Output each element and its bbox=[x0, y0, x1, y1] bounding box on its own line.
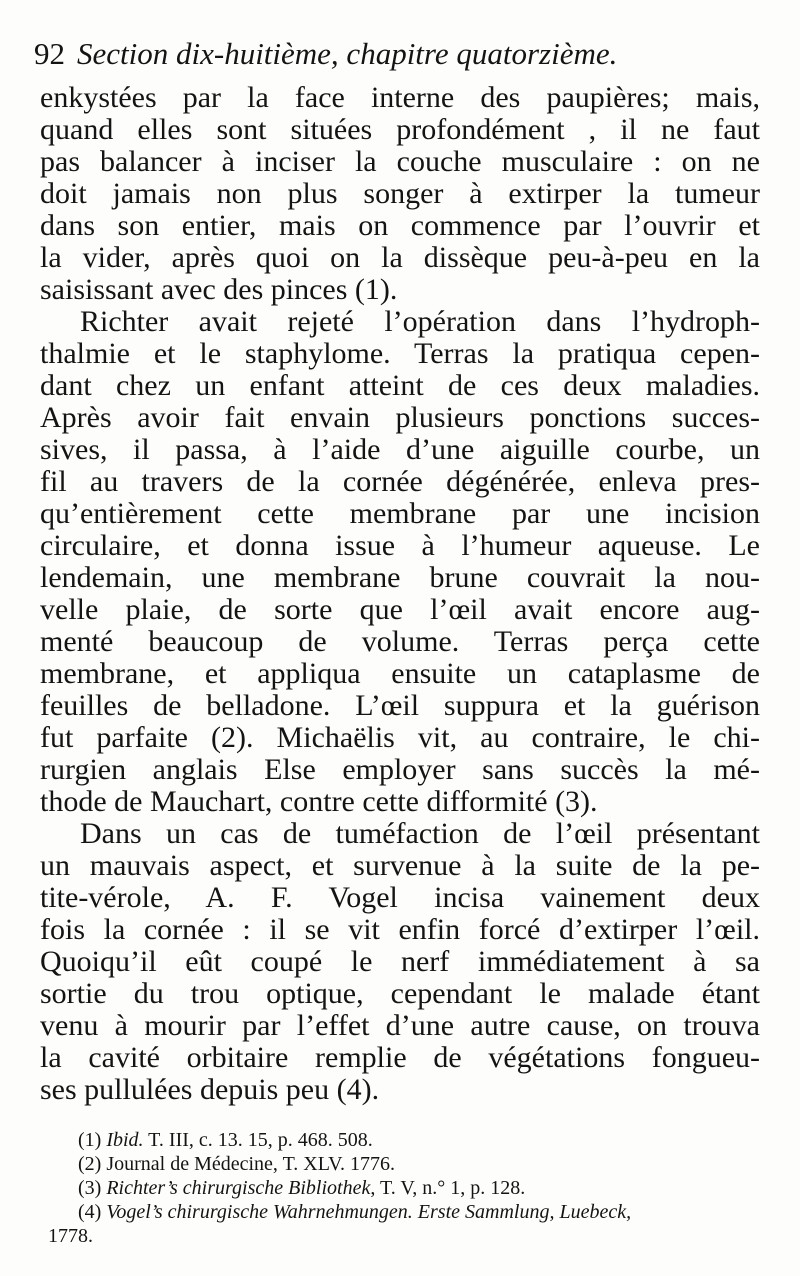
text-line: saisissant avec des pinces (1). bbox=[40, 273, 398, 306]
footnote-source-title: Ibid. bbox=[106, 1129, 144, 1151]
text-line: fois la cornée : il se vit enfin forcé d’extirper l’œil. bbox=[40, 913, 760, 946]
text-line: Richter avait rejeté l’opération dans l’hydroph- bbox=[80, 305, 760, 338]
text-line: la cavité orbitaire remplie de végétations fongueu- bbox=[40, 1041, 760, 1074]
text-line: feuilles de belladone. L’œil suppura et la guérison bbox=[40, 689, 760, 722]
text-line: membrane, et appliqua ensuite un cataplasme de bbox=[40, 657, 760, 690]
text-line: dans son entier, mais on commence par l’ouvrir et bbox=[40, 209, 760, 242]
text-line: thalmie et le staphylome. Terras la pratiqua cepen- bbox=[40, 337, 760, 370]
footnote-source-title: Richter’s chirurgische Bibliothek bbox=[106, 1177, 371, 1199]
footnote bbox=[78, 1176, 768, 1200]
text-line: velle plaie, de sorte que l’œil avait encore aug- bbox=[40, 593, 760, 626]
text-line: la vider, après quoi on la dissèque peu-à-peu en la bbox=[40, 241, 760, 274]
footnote-marker: (4) bbox=[78, 1201, 102, 1223]
text-line: Dans un cas de tuméfaction de l’œil présentant bbox=[80, 817, 760, 850]
running-header bbox=[34, 30, 764, 78]
text-line: venu à mourir par l’effet d’une autre cause, on trouva bbox=[40, 1009, 760, 1042]
footnote-text: , T. V, n.° 1, p. 128. bbox=[370, 1177, 526, 1199]
footnote-marker: (2) bbox=[78, 1153, 102, 1175]
running-title: Section dix-huitième, chapitre quatorzième. bbox=[77, 36, 618, 71]
text-line: dant chez un enfant atteint de ces deux maladies. bbox=[40, 369, 760, 402]
text-line: qu’entièrement cette membrane par une incision bbox=[40, 497, 760, 530]
text-line: fil au travers de la cornée dégénérée, enleva pres- bbox=[40, 465, 760, 498]
text-line: fut parfaite (2). Michaëlis vit, au contraire, le chi- bbox=[40, 721, 760, 754]
text-line: thode de Mauchart, contre cette difformité (3). bbox=[40, 785, 598, 818]
footnote-continuation: 1778. bbox=[48, 1225, 93, 1247]
footnote bbox=[78, 1152, 768, 1176]
text-line: Quoiqu’il eût coupé le nerf immédiatement à sa bbox=[40, 945, 760, 978]
footnote-text: Journal de Médecine, T. XLV. 1776. bbox=[106, 1153, 395, 1175]
text-line: circulaire, et donna issue à l’humeur aqueuse. Le bbox=[40, 529, 760, 562]
footnote-marker: (1) bbox=[78, 1129, 102, 1151]
footnote bbox=[78, 1128, 768, 1152]
text-line: tite-vérole, A. F. Vogel incisa vainement deux bbox=[40, 881, 760, 914]
text-line: un mauvais aspect, et survenue à la suite de la pe- bbox=[40, 849, 760, 882]
footnote-text: T. III, c. 13. 15, p. 468. 508. bbox=[143, 1129, 373, 1151]
text-line: ses pullulées depuis peu (4). bbox=[40, 1073, 380, 1106]
text-line: lendemain, une membrane brune couvrait la nou- bbox=[40, 561, 760, 594]
text-line: Après avoir fait envain plusieurs ponctions succes- bbox=[40, 401, 760, 434]
text-line: rurgien anglais Else employer sans succès la mé- bbox=[40, 753, 760, 786]
text-line: pas balancer à inciser la couche musculaire : on ne bbox=[40, 145, 760, 178]
text-line: quand elles sont situées profondément , il ne faut bbox=[40, 113, 760, 146]
text-line: sortie du trou optique, cependant le malade étant bbox=[40, 977, 760, 1010]
text-line: doit jamais non plus songer à extirper la tumeur bbox=[40, 177, 760, 210]
footnote bbox=[78, 1200, 768, 1224]
footnote-source-title: Vogel’s chirurgische Wahrnehmungen. Erste Sammlung, Luebeck, bbox=[106, 1201, 632, 1223]
text-line: enkystées par la face interne des paupières; mais, bbox=[40, 81, 760, 114]
page-number: 92 bbox=[34, 36, 65, 71]
text-line: menté beaucoup de volume. Terras perça cette bbox=[40, 625, 760, 658]
text-line: sives, il passa, à l’aide d’une aiguille courbe, un bbox=[40, 433, 760, 466]
footnote-marker: (3) bbox=[78, 1177, 102, 1199]
